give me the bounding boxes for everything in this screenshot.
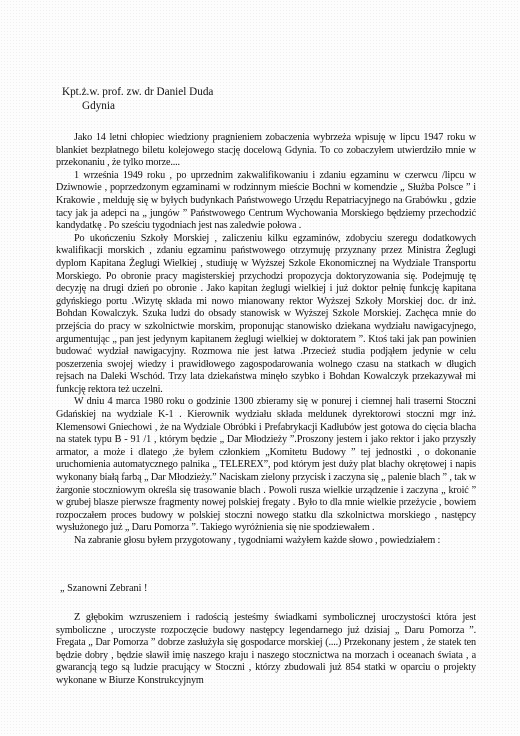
place: Gdynia xyxy=(82,100,115,112)
paragraph: Jako 14 letni chłopiec wiedziony pragnieniem zobaczenia wybrzeża wpisuję w lipcu 1947 roku w blankiet bezpłatnego biletu kolejowego stację docelową Gdynia. To co zobaczyłem utwierdziło mnie w przekonaniu , że tylko morze.... xyxy=(56,132,476,169)
paragraph: Na zabranie głosu byłem przygotowany , tygodniami ważyłem każde słowo , powiedziałem : xyxy=(74,535,441,546)
paragraph: Po ukończeniu Szkoły Morskiej , zaliczeniu kilku egzaminów, zdobyciu szeregu dodatkowych kwalifikacji morskich , zdaniu egzaminu państwowego otrzymuję przyznany przez Ministra Żeglugi dyplom Kapitana Żeglugi Wielkiej , studiuję w Wyższej Szkole Ekonomicznej na Wydziale Transportu Morskiego. Po obronie pracy magisterskiej przychodzi propozycja doktoryzowania się. Podejmuję tę decyzję na drugi dzień po obronie . Jako kapitan żeglugi wielkiej i już doktor pełnię funkcję kapitana gdyńskiego portu .Wizytę składa mi nowo mianowany rektor Wyższej Szkoły Morskiej doc. dr inż. Bohdan Kowalczyk. Szuka ludzi do obsady stanowisk w Wyższej Szkole Morskiej. Zachęca mnie do przejścia do pracy w szkolnictwie morskim, proponując stanowisko dziekana wydziału nawigacyjnego, argumentując „ pan jest jedynym kapitanem żeglugi wielkiej w doktoratem ”. Ktoś taki jak pan powinien budować wydział nawigacyjny. Rozmowa nie jest łatwa .Przecież studia podjąłem jedynie w celu poszerzenia swojej wiedzy i prawidłowego zagospodarowania wolnego czasu na statkach w długich rejsach na Daleki Wschód. Trzy lata dziekaństwa minęło szybko i Bohdan Kowalczyk przekazywał mi funkcję rektora też uczelni. xyxy=(56,232,476,395)
paragraph: W dniu 4 marca 1980 roku o godzinie 1300 zbieramy się w ponurej i ciemnej hali traserni Stoczni Gdańskiej na wydziale K-1 . Kierownik wydziału składa meldunek dyrektorowi stoczni mgr inż. Klemensowi Gniechowi , że na Wydziale Obróbki i Prefabrykacji Kadłubów jest gotowa do cięcia blacha na statek typu B - 91 /1 , którym będzie „ Dar Młodzieży ”.Proszony jestem i jako rektor i jako przyszły armator, a może i dlatego ,że byłem członkiem „Komitetu Budowy ” tej jednostki , o dokonanie uruchomienia automatycznego palnika „ TELEREX”, pod którym jest duży plat blachy okrętowej i napis wykonany białą farbą „ Dar Młodzieży.” Naciskam zielony przycisk i zaczyna się „ palenie blach ” , tak w żargonie stoczniowym określa się trasowanie blach . Powoli rusza wielkie urządzenie i zaczyna „ kroić ” w grubej blasze pierwsze fragmenty nowej polskiej fregaty . Było to dla mnie wielkie przeżycie , bowiem rozpoczałem proces budowy w polskiej stoczni nowego statku dla szkolnictwa morskiego , następcy wysłużonego już „ Daru Pomorza ”. Takiego wyróżnienia się nie spodziewałem . xyxy=(56,396,476,534)
letter-header xyxy=(62,85,213,113)
greeting: „ Szanowni Zebrani ! xyxy=(60,583,148,594)
letter-body-continued xyxy=(56,612,476,688)
letter-body xyxy=(56,132,476,548)
addressee: Kpt.ż.w. prof. zw. dr Daniel Duda xyxy=(62,86,214,98)
paragraph: 1 września 1949 roku , po uprzednim zakwalifikowaniu i zdaniu egzaminu w czerwcu /lipcu w Dziwnowie , poprzedzonym egzaminami w rodzinnym mieście Bochni w komendzie „ Służba Polsce ” i Krakowie , melduję się w byłych budynkach Państwowego Urzędu Repatriacyjnego na Grabówku , gdzie tacy jak ja adepci na „ jungów ” Państwowego Centrum Wychowania Morskiego będziemy przechodzić kandydatkę . Po sześciu tygodniach jest nas zaledwie połowa . xyxy=(56,169,476,232)
paragraph: Z głębokim wzruszeniem i radością jesteśmy świadkami symbolicznej uroczystości która jest symboliczne , uroczyste rozpoczęcie budowy następcy legendarnego już dzisiaj „ Daru Pomorza ”. Fregata „ Dar Pomorza ” dobrze zasłużyła się gospodarce morskiej (....) Przekonany jestem , że statek ten będzie dobry , będzie sławił imię naszego kraju i naszego stocznictwa na morzach i oceanach świata , a gwarancją tego są ludzie pracujący w Stoczni , którzy zbudowali już 854 statki w oparciu o projekty wykonane w Biurze Konstrukcyjnym xyxy=(56,612,476,686)
